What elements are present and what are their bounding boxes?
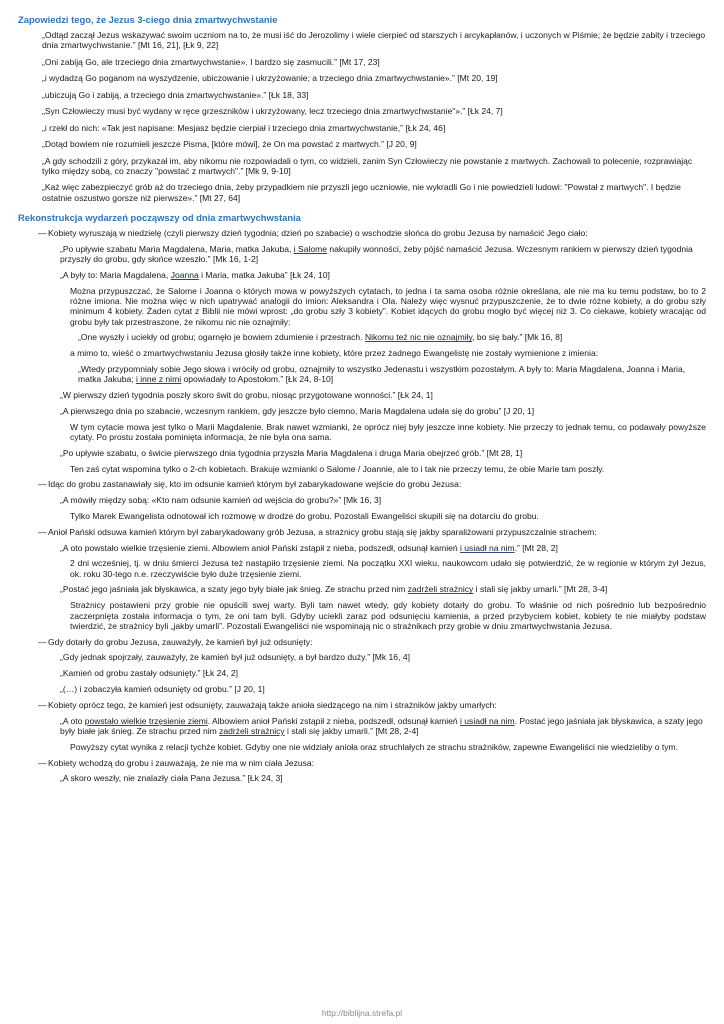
quote-text: . Albowiem anioł Pański zstąpił z nieba, podszedł, odsunął kamień: [207, 715, 461, 726]
quote: [60, 584, 706, 594]
bullet-item: [38, 637, 706, 647]
underlined-text: i inne z nimi: [135, 374, 182, 385]
dash-marker: —: [38, 636, 47, 647]
underlined-text: i usiadł na nim: [460, 542, 515, 553]
quote: „Oni zabiją Go, ale trzeciego dnia zmartwychwstanie». I bardzo się zasmucili.” [Mt 17, 23]: [42, 56, 380, 67]
quote: „Po upływie szabatu, o świcie pierwszego dnia tygodnia przyszła Maria Magdalena i druga Maria obejrzeć grób.” [Mt 28, 1]: [60, 447, 523, 458]
footer-url[interactable]: http://biblijna.strefa.pl: [321, 1008, 403, 1018]
bullet-item: [38, 758, 706, 768]
commentary: 2 dni wcześniej, tj. w dniu śmierci Jezusa też nastąpiło trzęsienie ziemi. Na początku XXI wieku, naukowcom udało się potwierdzić, że w regionie w którym żył Jezus, ok. roku 30-tego n.e. rzeczywiście było duże trzęsienie ziemi.: [70, 558, 706, 579]
dash-marker: —: [38, 757, 47, 768]
quote: „A pierwszego dnia po szabacie, wczesnym rankiem, gdy jeszcze było ciemno, Maria Magdalena udała się do grobu” [J 20, 1]: [60, 405, 535, 416]
section-title-reconstruction: Rekonstrukcja wydarzeń począwszy od dnia zmartwychwstania: [18, 212, 301, 224]
quote-text: . Postać jego jaśniała jak błyskawica, a szaty jego były białe jak śnieg. Ze strachu przed nim: [60, 715, 703, 736]
quote: „i rzekł do nich: «Tak jest napisane: Mesjasz będzie cierpiał i trzeciego dnia zmartwychwstanie,” [Łk 24, 46]: [42, 122, 446, 133]
quote: „A skoro weszły, nie znalazły ciała Pana Jezusa.” [Łk 24, 3]: [60, 773, 283, 784]
commentary: Tylko Marek Ewangelista odnotował ich rozmowę w drodze do grobu. Pozostali Ewangeliści skupili się na dotarciu do grobu.: [70, 511, 539, 521]
quote: „ubiczują Go i zabiją, a trzeciego dnia zmartwychwstanie».” [Łk 18, 33]: [42, 89, 309, 100]
bullet-text: Gdy dotarły do grobu Jezusa, zauważyły, że kamień był już odsunięty:: [48, 636, 313, 647]
quote: [78, 364, 706, 385]
quote: [78, 332, 706, 342]
section-title-predictions: Zapowiedzi tego, że Jezus 3-ciego dnia zmartwychwstanie: [18, 14, 278, 25]
commentary: W tym cytacie mowa jest tylko o Marii Magdalenie. Brak nawet wzmianki, że oprócz niej były jeszcze inne kobiety. Nie przeczy to jednak temu, co podawały powyższe cytaty. Po prostu została pominięta informacja, że nie była ona sama.: [70, 421, 706, 443]
quote: „W pierwszy dzień tygodnia poszły skoro świt do grobu, niosąc przygotowane wonności.” [Łk 24, 1]: [60, 390, 433, 401]
quote-text: „Po upływie szabatu Maria Magdalena, Maria, matka Jakuba,: [60, 243, 294, 254]
quote-text: „One wyszły i uciekły od grobu; ogarnęło je bowiem zdumienie i przestrach.: [78, 332, 365, 343]
quote: „Każ więc zabezpieczyć grób aż do trzeciego dnia, żeby przypadkiem nie przyszli jego uczniowie, nie wykradli Go i nie powiedzieli ludowi: "Powstał z martwych". I będzie ostatnie oszustwo gorsze niż pierwsze».” [Mt 27, 64]: [42, 182, 681, 203]
quote: [60, 716, 706, 737]
quote: „A gdy schodzili z góry, przykazał im, aby nikomu nie rozpowiadali o tym, co widzieli, zanim Syn Człowieczy nie powstanie z martwych. Zachowali to polecenie, rozprawiając tylko między sobą, co znaczy "powstać z martwych".” [Mk 9, 9-10]: [42, 155, 693, 176]
quote: „A mówiły między sobą: «Kto nam odsunie kamień od wejścia do grobu?»” [Mk 16, 3]: [60, 495, 382, 506]
underlined-text: i usiadł na nim: [460, 715, 515, 726]
quote-text: opowiadały to Apostołom.” [Łk 24, 8-10]: [181, 374, 334, 385]
quote: „Dotąd bowiem nie rozumieli jeszcze Pisma, [które mówi], że On ma powstać z martwych.” [J 20, 9]: [42, 139, 417, 150]
quote-text: „Wtedy przypomniały sobie Jego słowa i wróciły od grobu, oznajmiły to wszystko Jedenastu i wszystkim pozostałym. A były to: Maria Magdalena, Joanna i Maria, matka Jakuba;: [78, 364, 686, 385]
dash-marker: —: [38, 479, 47, 490]
commentary: a mimo to, wieść o zmartwychwstaniu Jezusa głosiły także inne kobiety, które przez żadnego Ewangelistę nie zostały wymienione z imienia:: [70, 348, 599, 359]
bullet-item: [38, 228, 706, 238]
quote-text: nakupiły wonności, żeby pójść namaścić Jezusa. Wczesnym rankiem w pierwszy dzień tygodnia przyszły do grobu, gdy słońce wzeszło.” [Mk 16, 1-2]: [60, 243, 693, 265]
quote: „(…) i zobaczyła kamień odsunięty od grobu.” [J 20, 1]: [60, 684, 265, 695]
dash-marker: —: [38, 699, 47, 710]
quote-text: „Postać jego jaśniała jak błyskawica, a szaty jego były białe jak śnieg. Ze strachu przed nim: [60, 584, 408, 595]
quote: [60, 543, 706, 553]
quote: „Odtąd zaczął Jezus wskazywać swoim uczniom na to, że musi iść do Jerozolimy i wiele cierpieć od starszych i arcykapłanów, i uczonych w Piśmie; że będzie zabity i trzeciego dnia zmartwychwstanie.” [Mt 16, 21], [Łk 9, 22]: [42, 30, 706, 51]
commentary: Można przypuszczać, że Salome i Joanna o których mowa w powyższych cytatach, to jedna i ta sama osoba różnie określana, ale nie ma ku temu podstaw, bo to 2 różne imiona. Nie można więc w nich upatrywać analogii do imion: Aleksandra i Ola. Należy więc wysnuć przypuszczenie, że to dwie różne kobiety, a do grobu szły minimum 4 kobiety. Żaden cytat z Biblii nie mówi wprost: „do grobu szły 3 kobiety”. Kobiet idących do grobu mogło być więcej niż 3. Co ciekawe, kobiety wracając od grobu były tak przestraszone, że nikomu nic nie oznajmiły:: [70, 285, 706, 327]
bullet-item: [38, 700, 706, 710]
underlined-text: powstało wielkie trzęsienie ziemi: [84, 715, 208, 726]
commentary: Strażnicy postawieni przy grobie nie opuścili swej warty. Byli tam nawet wtedy, gdy kobiety dotarły do grobu. To właśnie od nich pośrednio lub bezpośrednio zaczerpnięta została informacja o tym, że oni tam byli. Gdyby uciekli zaraz pod odsunięciu kamienia, a przed przybyciem kobiet, kobiety te nie miałyby podstaw twierdzić, że strażnicy byli „jakby umarli”. Pozostali Ewangeliści nie wspominają nic o strażnikach przy grobie w dniu zmartwychwstania Jezusa.: [70, 600, 706, 631]
bullet-text: Kobiety wyruszają w niedzielę (czyli pierwszy dzień tygodnia; dzień po szabacie) o wschodzie słońca do grobu Jezusa by namaścić Jego ciało:: [48, 228, 588, 239]
dash-marker: —: [38, 526, 47, 537]
quote: „Syn Człowieczy musi być wydany w ręce grzeszników i ukrzyżowany, lecz trzeciego dnia zmartwychwstanie"».” [Łk 24, 7]: [42, 106, 503, 117]
dash-marker: —: [38, 228, 47, 239]
quote-text: i Maria, matka Jakuba” [Łk 24, 10]: [198, 269, 330, 280]
quote: [60, 270, 706, 280]
quote: „i wydadzą Go poganom na wyszydzenie, ubiczowanie i ukrzyżowanie; a trzeciego dnia zmartwychwstanie».” [Mt 20, 19]: [42, 73, 498, 84]
bullet-text: Kobiety wchodzą do grobu i zauważają, że nie ma w nim ciała Jezusa:: [48, 757, 315, 768]
quote-text: i stali się jakby umarli.” [Mt 28, 2-4]: [284, 725, 419, 736]
bullet-text: Kobiety oprócz tego, że kamień jest odsunięty, zauważają także anioła siedzącego na nim i strażników jakby umarłych:: [48, 699, 497, 710]
bullet-item: [38, 527, 706, 537]
quote: [60, 244, 706, 265]
quote-text: , bo się bały.” [Mk 16, 8]: [472, 332, 563, 343]
quote-text: „A oto powstało wielkie trzęsienie ziemi. Albowiem anioł Pański zstąpił z nieba, podszedł, odsunął kamień: [60, 542, 461, 553]
underlined-text: zadrżeli strażnicy: [407, 584, 474, 595]
quote-text: „A były to: Maria Magdalena,: [60, 269, 171, 280]
quote: „Kamień od grobu zastały odsunięty.” [Łk 24, 2]: [60, 668, 238, 679]
underlined-text: zadrżeli strażnicy: [219, 725, 285, 736]
bullet-text: Anioł Pański odsuwa kamień którym był zabarykadowany grób Jezusa, a strażnicy grobu stają się jakby sparaliżowani przypuszczalnie strachem:: [48, 526, 597, 537]
quote-text: i stali się jakby umarli.” [Mt 28, 3-4]: [473, 584, 608, 595]
quote-text: .” [Mt 28, 2]: [514, 542, 558, 553]
quote-text: „A oto: [60, 715, 85, 726]
bullet-text: Idąc do grobu zastanawiały się, kto im odsunie kamień którym był zabarykadowane wejście do grobu Jezusa:: [48, 479, 462, 490]
commentary: Powyższy cytat wynika z relacji tychże kobiet. Gdyby one nie widziały anioła oraz struchlałych ze strachu strażników, zapewne Ewangeliści nie wiedzieliby o tym.: [70, 741, 679, 752]
underlined-text: Nikomu też nic nie oznajmiły: [364, 332, 473, 343]
underlined-text: Joanna: [170, 269, 199, 280]
quote: „Gdy jednak spojrzały, zauważyły, że kamień był już odsunięty, a był bardzo duży.” [Mk 16, 4]: [60, 652, 410, 663]
commentary: Ten zaś cytat wspomina tylko o 2-ch kobietach. Brakuje wzmianki o Salome / Joannie, ale to i tak nie przeczy temu, że obie Marie tam poszły.: [70, 463, 605, 474]
underlined-text: i Salome: [293, 243, 327, 254]
bullet-item: [38, 479, 706, 489]
